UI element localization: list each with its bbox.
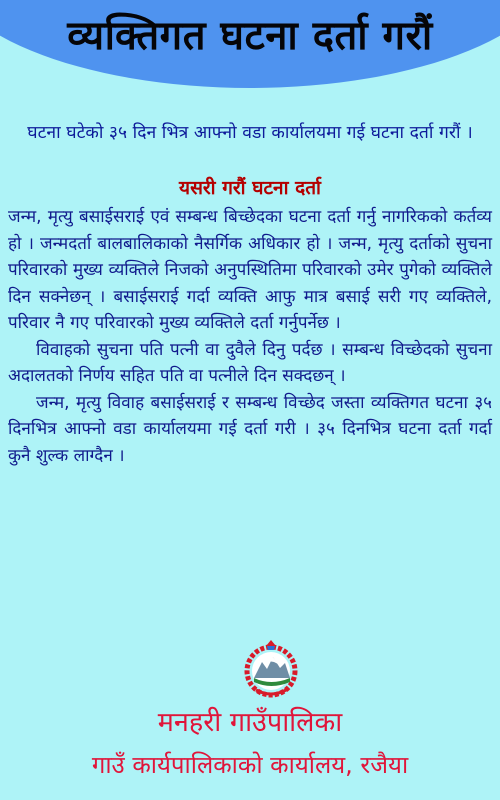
body-text [8,204,492,469]
office-name: मनहरी गाउँपालिका [157,707,343,738]
section-heading: यसरी गरौं घटना दर्ता [179,177,321,199]
paragraph-marriage-divorce: विवाहको सुचना पति पत्नी वा दुवैले दिनु पर्दछ । सम्बन्ध विच्छेदको सुचना अदालतको निर्णय सहित पति वा पत्नीले दिन सक्दछन् । [8,339,492,386]
paragraph-registration-duty: जन्म, मृत्यु बसाईसराई एवं सम्बन्ध बिच्छेदका घटना दर्ता गर्नु नागरिकको कर्तव्य हो । जन्मदर्ता बालबालिकाको नैसर्गिक अधिकार हो । जन्म, मृत्यु दर्ताको सुचना परिवारको मुख्य व्यक्तिले निजको अनुपस्थितिमा परिवारको उमेर पुगेको व्यक्तिले दिन सक्नेछन् । बसाईसराई गर्दा व्यक्ति आफु मात्र बसाई सरी गए व्यक्तिले, परिवार नै गए परिवारको मुख्य व्यक्तिले दर्ता गर्नुपर्नेछ । [8,207,492,333]
paragraph-deadline: जन्म, मृत्यु विवाह बसाईसराई र सम्बन्ध विच्छेद जस्ता व्यक्तिगत घटना ३५ दिनभित्र आफ्नो वडा कार्यालयमा गई दर्ता गरी । ३५ दिनभित्र घटना दर्ता गर्दा कुनै शुल्क लाग्दैन । [8,392,492,466]
office-subtitle: गाउँ कार्यपालिकाको कार्यालय, रजैया [91,751,409,779]
nepal-government-emblem-icon [240,638,302,700]
page-title: व्यक्तिगत घटना दर्ता गरौं [67,13,433,59]
intro-text: घटना घटेको ३५ दिन भित्र आफ्नो वडा कार्यालयमा गई घटना दर्ता गरौं । [27,123,473,143]
